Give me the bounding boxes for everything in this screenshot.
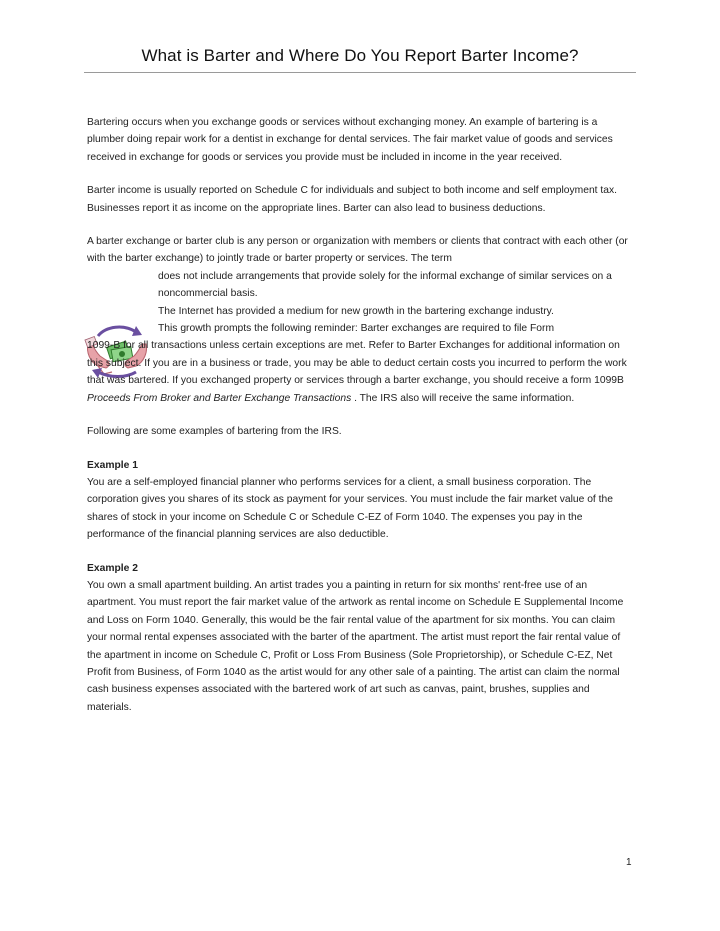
form-title-italic: Proceeds From Broker and Barter Exchange Transactions	[87, 392, 352, 404]
example1-heading: Example 1	[87, 459, 138, 471]
paragraph-bartering-definition: Bartering occurs when you exchange goods or services without exchanging money. An example of bartering is a plumber doing repair work for a dentist in exchange for dental services. The fair market value of goods and services received in exchange for goods or services you provide must be included in income in the year received.	[87, 117, 613, 163]
page-number: 1	[626, 857, 632, 868]
barter-exchange-line1: A barter exchange or barter club is any person or organization with members or clients that contract with each other (or with the barter exchange) to jointly trade or barter property or services. The term	[87, 236, 628, 265]
barter-exchange-end: . The IRS also will receive the same information.	[354, 392, 575, 404]
title-divider	[84, 72, 636, 73]
paragraph-barter-income: Barter income is usually reported on Schedule C for individuals and subject to both income and self employment tax. Businesses report it as income on the appropriate lines. Barter can also lead to business deductions.	[87, 185, 618, 214]
paragraph-barter-exchange	[87, 233, 635, 407]
page-title: What is Barter and Where Do You Report Barter Income?	[141, 46, 579, 65]
barter-exchange-indent1: does not include arrangements that provide solely for the informal exchange of similar services on a noncommercial basis.	[158, 270, 612, 300]
example2-text: You own a small apartment building. An artist trades you a painting in return for six months' rent-free use of an apartment. You must report the fair market value of the artwork as rental income on Schedule E Supplemental Income and Loss on Form 1040. Generally, this would be the fair rental value of the apartment for six months. You can claim your normal rental expenses associated with the barter of the apartment. The artist must report the fair rental value of the apartment in income on Schedule C, Profit or Loss From Business (Sole Proprietorship), or Schedule C-EZ, Net Profit from Business, of Form 1040 as the artist would for any other sale of a painting. The artist can claim the normal cash business expenses associated with the bartered work of art such as canvas, paint, brushes, supplies and materials.	[87, 579, 624, 713]
document-body	[87, 114, 635, 732]
example2-heading: Example 2	[87, 562, 138, 574]
barter-exchange-indent2: The Internet has provided a medium for new growth in the bartering exchange industry.	[158, 305, 554, 317]
barter-exchange-indent3: This growth prompts the following reminder: Barter exchanges are required to file Form	[158, 323, 555, 335]
example1-text: You are a self-employed financial planner who performs services for a client, a small business corporation. The corporation gives you shares of its stock as payment for your services. You must include the fair market value of the shares of stock in your income on Schedule C or Schedule C-EZ of Form 1040. The expenses you pay in the performance of the financial planning services are also deductible.	[87, 476, 613, 541]
barter-exchange-rest: 1099-B for all transactions unless certain exceptions are met. Refer to Barter Exchanges for additional information on this subject. If you are in a business or trade, you may be able to deduct certain costs you incurred to perform the work that was bartered. If you exchanged property or services through a barter exchange, you should receive a form 1099B	[87, 340, 627, 387]
paragraph-examples-intro: Following are some examples of bartering from the IRS.	[87, 426, 342, 438]
